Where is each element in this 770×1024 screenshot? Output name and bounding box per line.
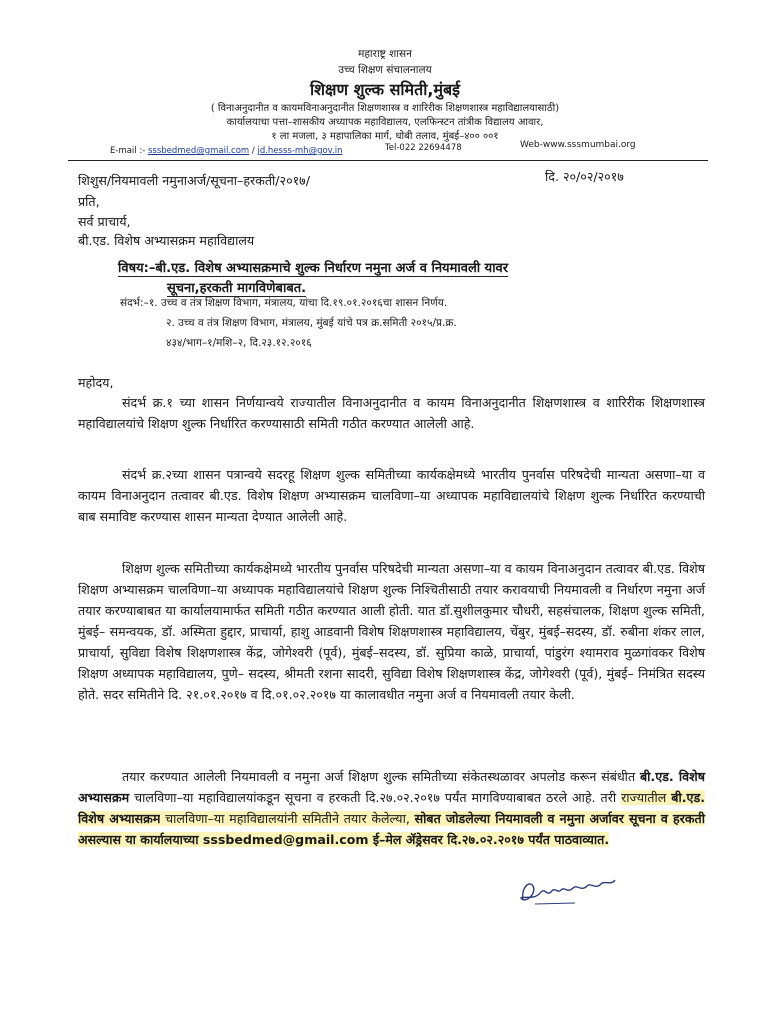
subject-line1: विषय:–बी.एड. विशेष अभ्यासक्रमाचे शुल्क निर्धारण नमुना अर्ज व नियमावली यावर (118, 258, 508, 277)
letter-date: दि. २०/०२/२०१७ (545, 169, 624, 184)
letter-to: प्रति, (78, 194, 100, 209)
paragraph-4: तयार करण्यात आलेली नियमावली व नमुना अर्ज शिक्षण शुल्क समितीच्या संकेतस्थळावर अपलोड करून संबंधीत बी.एड. विशेष अभ्यासक्रम चालविणा–या महाविद्यालयांकडून सूचना व हरकती दि.२७.०२.२०१७ पर्यंत मागविण्याबाबत ठरले आहे. तरी राज्यातील बी.एड. विशेष अभ्यासक्रम चालविणा–या महाविद्यालयांनी समितीने तयार केलेल्या, सोबत जोडलेल्या नियमावली व नमुना अर्जावर सूचना व हरकती असल्यास या कार्यालयाच्या sssbedmed@gmail.com ई–मेल ॲड्रेसवर दि.२७.०२.२०१७ पर्यंत पाठवाव्यात. (78, 769, 706, 847)
header-government: महाराष्ट्र शासन (358, 48, 412, 60)
email-link-primary[interactable]: sssbedmed@gmail.com (148, 146, 250, 156)
header-divider (68, 160, 708, 161)
email-label: E-mail :- (110, 146, 146, 156)
header-website: Web-www.sssmumbai.org (520, 140, 636, 150)
reference-2: २. उच्च व तंत्र शिक्षण विभाग, मंत्रालय, मुंबई यांचे पत्र क्र.समिती २०१५/प्र.क्र. (166, 317, 457, 329)
email-link-secondary[interactable]: jd.hesss-mh@gov.in (257, 146, 343, 156)
paragraph-1: संदर्भ क्र.१ च्या शासन निर्णयान्वये राज्यातील विनाअनुदानीत व कायम विनाअनुदानीत शिक्षणशास्त्र व शारिरीक शिक्षणशास्त्र महाविद्यालयांचे शिक्षण शुल्क निर्धारित करण्यासाठी समिती गठीत करण्यात आलेली आहे. (78, 395, 705, 431)
header-committee-title: शिक्षण शुल्क समिती,मुंबई (309, 80, 461, 99)
signature-text (515, 870, 516, 871)
signature-scribble (515, 870, 625, 910)
subject-line2: सूचना,हरकती मागविणेबाबत. (167, 278, 306, 297)
letter-reference-number: शिशुस/नियमावली नमुनाअर्ज/सूचना–हरकती/२०१७/ (78, 173, 310, 188)
salutation: महोदय, (78, 375, 114, 390)
reference-1: संदर्भ:–१. उच्च व तंत्र शिक्षण विभाग, मंत्रालय, यांचा दि.१९.०१.२०१६चा शासन निर्णय. (120, 297, 448, 309)
reference-3: ४३४/भाग–१/मशि–२, दि.२३.१२.२०१६ (166, 337, 312, 349)
header-telephone: Tel-022 22694478 (385, 143, 462, 153)
letter-recipient-org: बी.एड. विशेष अभ्यासक्रम महाविद्यालय (78, 233, 255, 248)
paragraph-2: संदर्भ क्र.२च्या शासन पत्रान्वये सदरहू शिक्षण शुल्क समितीच्या कार्यकक्षेमध्ये भारतीय पुनर्वास परिषदेची मान्यता असणा–या व कायम विनाअनुदान तत्वावर बी.एड. विशेष शिक्षण अभ्यासक्रम चालविणा–या अध्यापक महाविद्यालयांचे शिक्षण शुल्क निर्धारित करण्याची बाब समाविष्ट करण्यास शासन मान्यता देण्यात आलेली आहे. (78, 467, 705, 524)
header-email (110, 146, 342, 156)
header-subtitle: ( विनाअनुदानीत व कायमविनाअनुदानीत शिक्षणशास्त्र व शारिरीक शिक्षणशास्त्र महाविद्यालयासाठी) (210, 103, 560, 114)
letter-recipient: सर्व प्राचार्य, (78, 214, 131, 229)
paragraph-3: शिक्षण शुल्क समितीच्या कार्यकक्षेमध्ये भारतीय पुनर्वास परिषदेची मान्यता असणा–या व कायम विनाअनुदान तत्वावर बी.एड. विशेष शिक्षण अभ्यासक्रम चालविणा–या अध्यापक महाविद्यालयांचे शिक्षण शुल्क निश्चितीसाठी तयार करावयाची नियमावली व निर्धारण नमुना अर्ज तयार करण्याबाबत या कार्यालयामार्फत समिती गठीत करण्यात आली होती. यात डॉ.सुशीलकुमार चौधरी, सहसंचालक, शिक्षण शुल्क समिती, मुंबई– समन्वयक, डॉ. अस्मिता हुद्दार, प्राचार्या, हाशु आडवानी विशेष शिक्षणशास्त्र महाविद्यालय, चेंबुर, मुंबई–सदस्य, डॉ. रुबीना शंकर लाल, प्राचार्या, सुविद्या विशेष शिक्षणशास्त्र केंद्र, जोगेश्वरी (पूर्व), मुंबई–सदस्य, डॉ. सुप्रिया काळे, प्राचार्या, पांडुरंग श्यामराव मुळगांवकर विशेष शिक्षण अध्यापक महाविद्यालय, पुणे– सदस्य, श्रीमती रशना सादरी, सुविद्या विशेष शिक्षणशास्त्र केंद्र, जोगेश्वरी (पूर्व), मुंबई– निमंत्रित सदस्य होते. सदर समितीने दि. २१.०१.२०१७ व दि.०१.०२.२०१७ या कालावधीत नमुना अर्ज व नियमावली तयार केली. (78, 561, 705, 702)
signature (515, 870, 625, 910)
header-address-line1: कार्यालयाचा पत्ता–शासकीय अध्यापक महाविद्यालय, एलफिन्स्टन तांत्रीक विद्यालय आवार, (226, 117, 544, 128)
header-address-line2: १ ला मजला, ३ महापालिका मार्ग, धोबी तलाव, मुंबई–४०० ००१ (271, 131, 499, 142)
email-separator: / (249, 146, 258, 156)
header-directorate: उच्च शिक्षण संचालनालय (338, 64, 432, 76)
